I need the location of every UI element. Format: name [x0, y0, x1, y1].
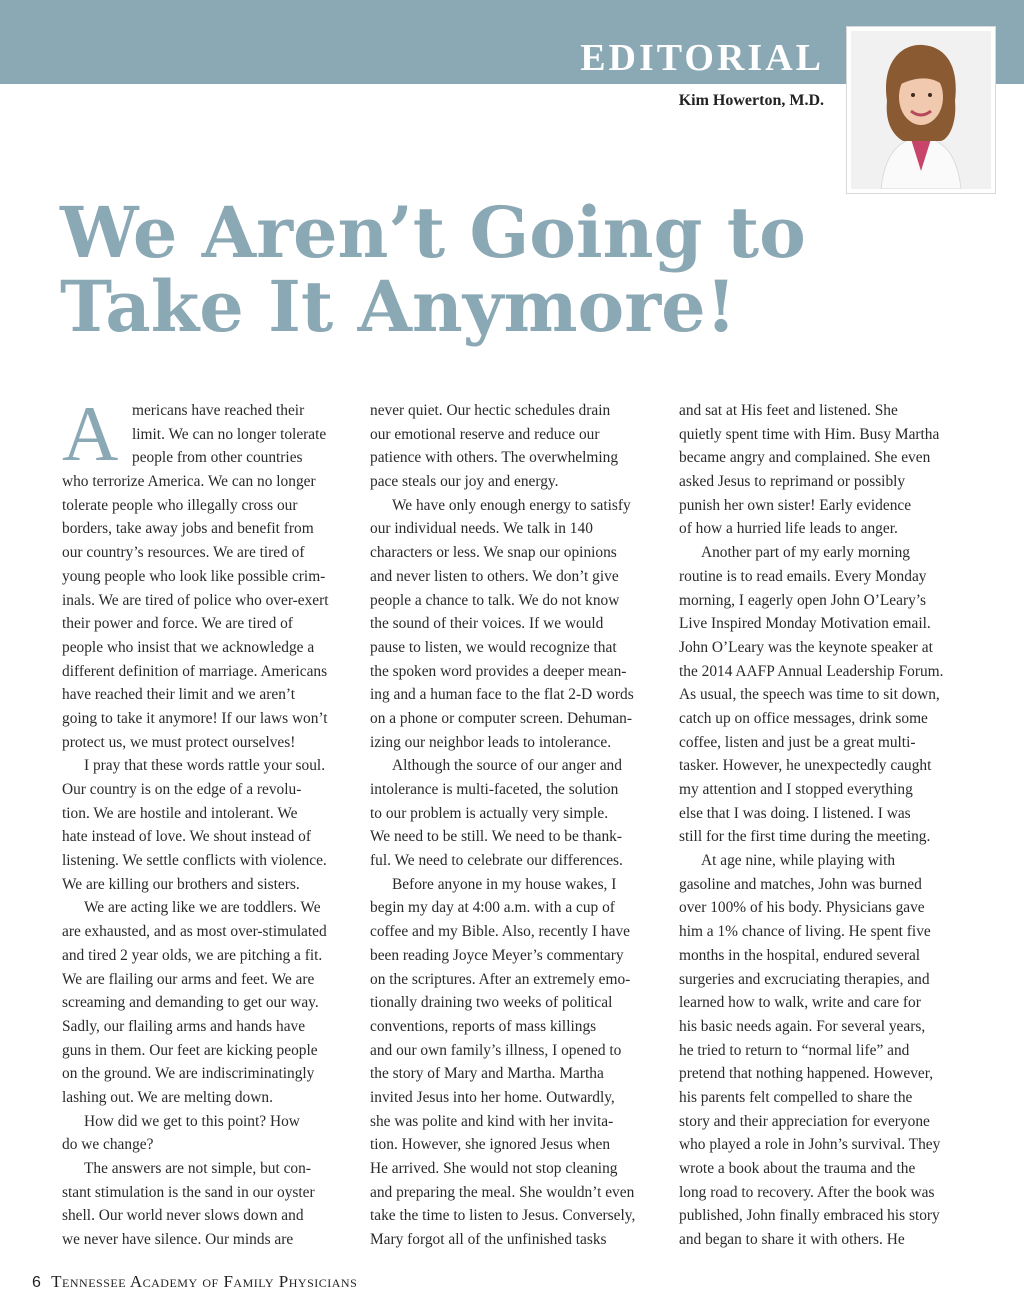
text-line: routine is to read emails. Every Monday [679, 567, 927, 585]
text-line: We need to be still. We need to be thank- [370, 828, 622, 846]
text-line: Live Inspired Monday Motivation email. [679, 615, 931, 633]
text-line: invited Jesus into her home. Outwardly, [370, 1088, 615, 1106]
text-line: intolerance is multi-faceted, the solution [370, 781, 619, 798]
section-label: EDITORIAL [580, 37, 824, 79]
text-line: tion. However, she ignored Jesus when [370, 1136, 611, 1154]
text-line: At age nine, while playing with [701, 852, 896, 870]
text-line: I pray that these words rattle your soul. [84, 757, 326, 775]
text-line: never quiet. Our hectic schedules drain [370, 402, 611, 419]
text-line: Mary forgot all of the unfinished tasks [370, 1231, 607, 1249]
publication-name: Tennessee Academy of Family Physicians [51, 1272, 358, 1291]
text-line: she was polite and kind with her invita- [370, 1112, 614, 1130]
headline-line-1: We Aren’t Going to [60, 191, 806, 274]
text-line: and sat at His feet and listened. She [679, 402, 898, 419]
text-line: their power and force. We are tired of [62, 615, 293, 633]
text-line: quietly spent time with Him. Busy Martha [679, 425, 940, 443]
text-line: the story of Mary and Martha. Martha [370, 1065, 604, 1083]
text-line: catch up on office messages, drink some [679, 709, 928, 727]
text-line: my attention and I stopped everything [679, 781, 913, 798]
text-line: and never listen to others. We don’t give [370, 567, 619, 585]
text-line: We are acting like we are toddlers. We [84, 899, 321, 917]
text-line: ing and a human face to the flat 2-D words [370, 686, 634, 704]
text-line: tion. We are hostile and intolerant. We [62, 804, 298, 822]
text-line: tionally draining two weeks of political [370, 994, 613, 1012]
text-line: lashing out. We are melting down. [62, 1088, 273, 1106]
text-line: who played a role in John’s survival. They [679, 1136, 941, 1154]
text-line: izing our neighbor leads to intolerance. [370, 733, 612, 751]
text-line: his basic needs again. For several years, [679, 1017, 926, 1035]
text-line: young people who look like possible crim- [62, 567, 326, 585]
text-line: we never have silence. Our minds are [62, 1231, 294, 1249]
text-line: guns in them. Our feet are kicking people [62, 1041, 318, 1059]
text-line: How did we get to this point? How [84, 1112, 300, 1130]
text-line: have reached their limit and we aren’t [62, 686, 296, 704]
text-line: and tired 2 year olds, we are pitching a fit. [62, 946, 323, 964]
text-line: of how a hurried life leads to anger. [679, 520, 898, 538]
text-line: on the scriptures. After an extremely emo- [370, 970, 631, 988]
text-line: Another part of my early morning [701, 544, 910, 562]
text-line: the 2014 AAFP Annual Leadership Forum. [679, 662, 944, 680]
text-line: hate instead of love. We shout instead of [62, 828, 311, 846]
text-line: on a phone or computer screen. Dehuman- [370, 709, 632, 727]
text-line: and began to share it with others. He [679, 1231, 905, 1249]
author-photo [846, 26, 996, 194]
text-line: conventions, reports of mass killings [370, 1017, 597, 1035]
text-line: asked Jesus to reprimand or possibly [679, 473, 906, 491]
text-line: inals. We are tired of police who over-exert [62, 591, 329, 609]
author-portrait-image [851, 31, 991, 189]
text-line: listening. We settle conflicts with violence. [62, 852, 327, 870]
text-line: learned how to walk, write and care for [679, 994, 921, 1012]
text-line: wrote a book about the trauma and the [679, 1160, 916, 1177]
text-line: else that I was doing. I listened. I was [679, 804, 911, 822]
text-line: coffee, listen and just be a great multi- [679, 733, 916, 751]
text-line: mericans have reached their [132, 402, 305, 419]
text-line: people a chance to talk. We do not know [370, 591, 620, 609]
page-number: 6 [32, 1274, 41, 1291]
text-line: tasker. However, he unexpectedly caught [679, 757, 932, 775]
text-line: the spoken word provides a deeper mean- [370, 662, 627, 680]
text-line: coffee and my Bible. Also, recently I have [370, 923, 630, 941]
text-line: to our problem is actually very simple. [370, 804, 609, 822]
text-line: protect us, we must protect ourselves! [62, 733, 296, 751]
text-line: We have only enough energy to satisfy [392, 496, 631, 514]
text-line: shell. Our world never slows down and [62, 1207, 304, 1225]
text-line: limit. We can no longer tolerate [132, 425, 327, 443]
text-line: are exhausted, and as most over-stimulated [62, 923, 327, 941]
text-line: patience with others. The overwhelming [370, 449, 619, 467]
text-line: going to take it anymore! If our laws won’t [62, 709, 328, 727]
text-line: screaming and demanding to get our way. [62, 994, 319, 1012]
text-line: stant stimulation is the sand in our oyster [62, 1183, 315, 1201]
text-line: became angry and complained. She even [679, 449, 931, 467]
article-headline [60, 191, 806, 348]
text-line: still for the first time during the meeting. [679, 828, 931, 846]
text-line: over 100% of his body. Physicians gave [679, 899, 925, 917]
text-line: take the time to listen to Jesus. Conversely, [370, 1207, 636, 1225]
author-byline: Kim Howerton, M.D. [678, 92, 824, 109]
text-line: Although the source of our anger and [392, 757, 622, 775]
text-line: pace steals our joy and energy. [370, 473, 559, 491]
dropcap-paragraph [62, 390, 352, 1252]
text-line: surgeries and excruciating therapies, and [679, 970, 930, 988]
text-line: him a 1% chance of living. He spent five [679, 923, 931, 941]
text-line: borders, take away jobs and benefit from [62, 520, 314, 538]
text-line: pretend that nothing happened. However, [679, 1065, 934, 1083]
text-line: months in the hospital, endured several [679, 946, 921, 964]
text-line: Sadly, our flailing arms and hands have [62, 1017, 306, 1035]
text-line: He arrived. She would not stop cleaning [370, 1160, 618, 1177]
text-line: morning, I eagerly open John O’Leary’s [679, 591, 927, 609]
text-line: Our country is on the edge of a revolu- [62, 781, 302, 798]
text-line: published, John finally embraced his story [679, 1207, 940, 1225]
text-line: the sound of their voices. If we would [370, 615, 604, 633]
text-line: long road to recovery. After the book was [679, 1183, 935, 1201]
text-line: his parents felt compelled to share the [679, 1088, 913, 1106]
text-line: We are killing our brothers and sisters. [62, 875, 300, 893]
text-line: story and their appreciation for everyone [679, 1112, 930, 1130]
text-line: and our own family’s illness, I opened to [370, 1041, 622, 1059]
text-line: We are flailing our arms and feet. We are [62, 970, 315, 988]
text-line: who terrorize America. We can no longer [62, 473, 316, 491]
text-line: been reading Joyce Meyer’s commentary [370, 946, 624, 964]
text-line: Before anyone in my house wakes, I [392, 875, 617, 893]
text-line: our individual needs. We talk in 140 [370, 520, 593, 538]
article-column-3 [679, 399, 969, 1252]
drop-cap: A [62, 390, 119, 477]
text-line: pause to listen, we would recognize that [370, 638, 617, 656]
text-line: people from other countries [132, 449, 303, 467]
text-line: do we change? [62, 1136, 154, 1154]
text-line: As usual, the speech was time to sit down, [679, 686, 940, 704]
text-line: our country’s resources. We are tired of [62, 544, 305, 562]
text-line: our emotional reserve and reduce our [370, 425, 600, 443]
text-line: John O’Leary was the keynote speaker at [679, 638, 933, 656]
headline-line-2: Take It Anymore! [60, 265, 737, 348]
page-footer [32, 1272, 357, 1292]
text-line: gasoline and matches, John was burned [679, 875, 922, 893]
text-line: people who insist that we acknowledge a [62, 638, 315, 656]
text-line: begin my day at 4:00 a.m. with a cup of [370, 899, 615, 917]
text-line: he tried to return to “normal life” and [679, 1041, 910, 1059]
article-column-2 [370, 399, 660, 1252]
text-line: different definition of marriage. Americans [62, 662, 328, 680]
text-line: ful. We need to celebrate our differences. [370, 852, 623, 870]
article-column-1 [62, 390, 352, 1252]
text-line: tolerate people who illegally cross our [62, 496, 298, 514]
text-line: The answers are not simple, but con- [84, 1160, 311, 1177]
text-line: punish her own sister! Early evidence [679, 496, 912, 514]
text-line: on the ground. We are indiscriminatingly [62, 1065, 315, 1083]
text-line: characters or less. We snap our opinions [370, 544, 617, 562]
text-line: and preparing the meal. She wouldn’t even [370, 1183, 635, 1201]
